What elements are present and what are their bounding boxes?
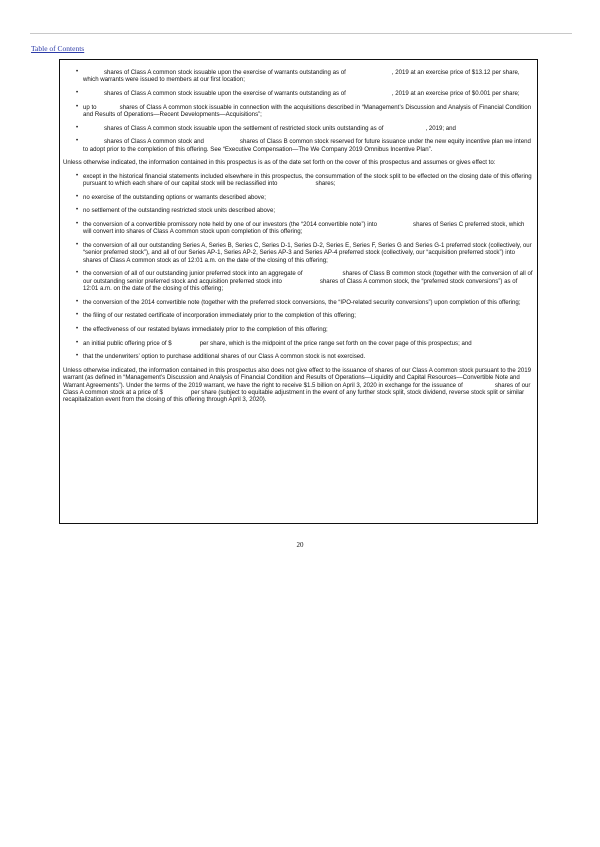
table-of-contents-link[interactable]: Table of Contents — [31, 44, 85, 53]
intro-paragraph: Unless otherwise indicated, the information contained in this prospectus is as of the date set forth on the cover of this prospectus and assumes or gives effect to: — [63, 159, 496, 167]
list-item: • shares of Class A common stock issuable upon the exercise of warrants outstanding as of , 2019 at an exercise price of $0.001 per share; — [63, 90, 533, 97]
first-bullet-list — [63, 69, 533, 153]
list-item: • the filing of our restated certificate of incorporation immediately prior to the completion of this offering; — [63, 312, 533, 319]
list-item: • no exercise of the outstanding options or warrants described above; — [63, 194, 533, 201]
page-number: 20 — [296, 541, 304, 549]
list-item: • shares of Class A common stock and shares of Class B common stock reserved for future issuance under the new equity incentive plan we intend to adopt prior to the completion of this offering. See “Executive Compensation—The We Company 2019 Omnibus Incentive Plan”. — [63, 138, 533, 153]
top-rule — [30, 33, 572, 34]
list-item: • except in the historical financial statements included elsewhere in this prospectus, the consummation of the stock split to be effected on the closing date of this offering pursuant to which each share of our capital stock will be reclassified into shares; — [63, 173, 533, 188]
page-body — [63, 69, 533, 410]
list-item: • an initial public offering price of $ per share, which is the midpoint of the price range set forth on the cover page of this prospectus; and — [63, 340, 533, 347]
list-item: • the conversion of the 2014 convertible note (together with the preferred stock conversions, the “IPO-related security conversions”) upon completion of this offering; — [63, 299, 533, 306]
list-item: • the conversion of a convertible promissory note held by one of our investors (the “2014 convertible note”) into shares of Series C preferred stock, which will convert into shares of Class A common stock upon completion of this offering; — [63, 221, 533, 236]
list-item: • shares of Class A common stock issuable upon the settlement of restricted stock units outstanding as of , 2019; and — [63, 125, 533, 132]
second-bullet-list — [63, 173, 533, 361]
list-item: • that the underwriters’ option to purchase additional shares of our Class A common stock is not exercised. — [63, 353, 533, 360]
list-item: • the conversion of all of our outstanding junior preferred stock into an aggregate of shares of Class B common stock (together with the conversion of all of our outstanding senior preferred stock and acquisition preferred stock into shares of Class A common stock, the “preferred stock conversions”) as of 12:01 a.m. on the date of the closing of this offering; — [63, 270, 533, 292]
list-item: • the conversion of all our outstanding Series A, Series B, Series C, Series D-1, Series D-2, Series E, Series F, Series G and Series G-1 preferred stock (collectively, our “senior preferred stock”), and all of our Series AP-1, Series AP-2, Series AP-3 and Series AP-4 preferred stock (collectively, our “acquisition preferred stock”) into shares of Class A common stock as of 12:01 a.m. on the date of the closing of this offering; — [63, 242, 533, 264]
closing-paragraph: Unless otherwise indicated, the information contained in this prospectus also does not give effect to the issuance of shares of our Class A common stock pursuant to the 2019 warrant (as defined in “Management’s Discussion and Analysis of Financial Condition and Results of Operations—Liquidity and Capital Resources—Convertible Note and Warrant Agreements”). Under the terms of the 2019 warrant, we have the right to receive $1.5 billion on April 3, 2020 in exchange for the issuance of shares of our Class A common stock at a price of $ per share (subject to equitable adjustment in the event of any further stock split, stock dividend, reverse stock split or similar recapitalization event from the closing of this offering through April 3, 2020). — [63, 366, 532, 404]
list-item: • shares of Class A common stock issuable upon the exercise of warrants outstanding as of , 2019 at an exercise price of $13.12 per share, which warrants were issued to members at our first location; — [63, 69, 533, 84]
list-item: • the effectiveness of our restated bylaws immediately prior to the completion of this offering; — [63, 326, 533, 333]
list-item: • up to shares of Class A common stock issuable in connection with the acquisitions described in “Management’s Discussion and Analysis of Financial Condition and Results of Operations—Recent Developments—Acquisitions”; — [63, 104, 533, 119]
list-item: • no settlement of the outstanding restricted stock units described above; — [63, 207, 533, 214]
